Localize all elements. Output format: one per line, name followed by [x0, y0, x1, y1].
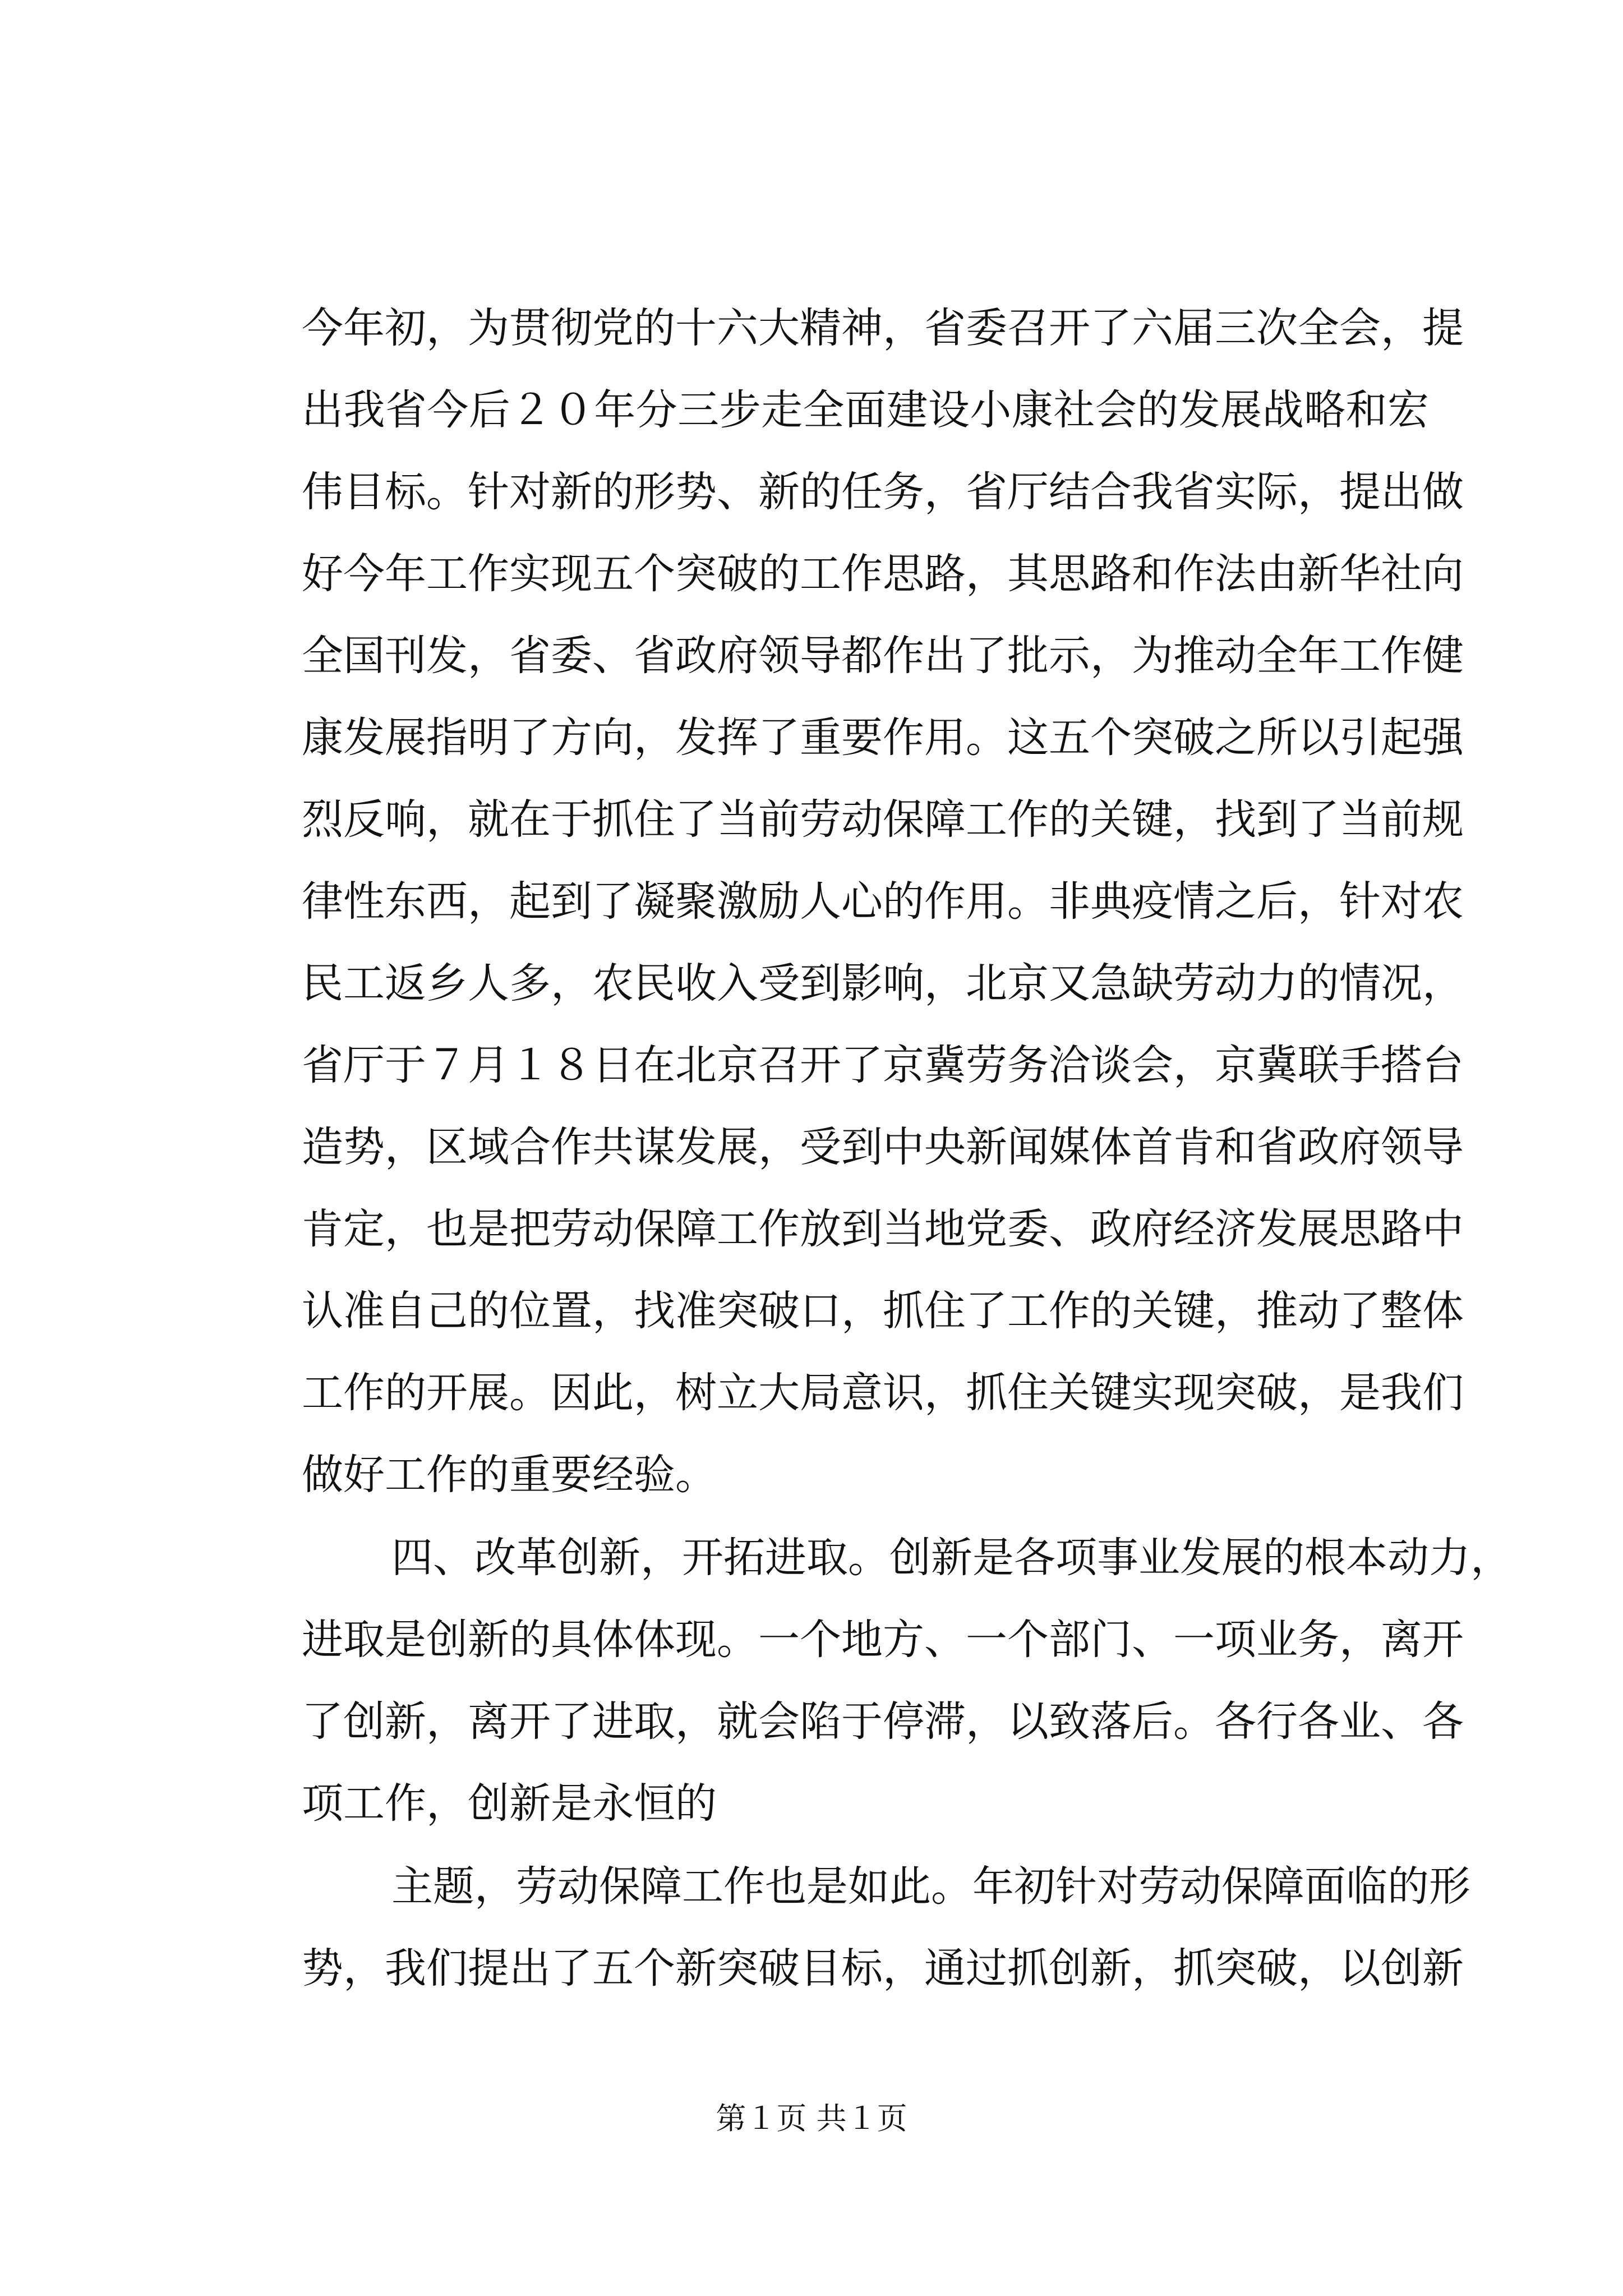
- paragraph-1-line-9: 民工返乡人多，农民收入受到影响，北京又急缺劳动力的情况，: [302, 959, 1464, 1007]
- paragraph-1-line-5: 全国刊发，省委、省政府领导都作出了批示，为推动全年工作健: [302, 632, 1464, 680]
- paragraph-1-line-12: 肯定，也是把劳动保障工作放到当地党委、政府经济发展思路中: [302, 1205, 1464, 1253]
- page-footer: 第１页 共１页: [716, 2101, 907, 2136]
- paragraph-2-line-4: 项工作，创新是永恒的: [302, 1779, 717, 1828]
- paragraph-1-line-15: 做好工作的重要经验。: [302, 1451, 717, 1499]
- paragraph-2-line-2: 进取是创新的具体体现。一个地方、一个部门、一项业务，离开: [302, 1616, 1464, 1664]
- paragraph-1-line-1: 今年初，为贯彻党的十六大精神，省委召开了六届三次全会，提: [302, 304, 1464, 352]
- paragraph-1-line-4: 好今年工作实现五个突破的工作思路，其思路和作法由新华社向: [302, 550, 1464, 598]
- paragraph-1-line-7: 烈反响，就在于抓住了当前劳动保障工作的关键，找到了当前规: [302, 795, 1464, 844]
- paragraph-1-line-6: 康发展指明了方向，发挥了重要作用。这五个突破之所以引起强: [302, 714, 1464, 762]
- paragraph-1-line-3: 伟目标。针对新的形势、新的任务，省厅结合我省实际，提出做: [302, 468, 1464, 516]
- paragraph-1-line-2: 出我省今后２０年分三步走全面建设小康社会的发展战略和宏: [302, 386, 1429, 434]
- paragraph-2-line-1: 四、改革创新，开拓进取。创新是各项事业发展的根本动力，: [391, 1534, 1512, 1582]
- paragraph-3-line-1: 主题，劳动保障工作也是如此。年初针对劳动保障面临的形: [391, 1862, 1470, 1911]
- paragraph-1-line-10: 省厅于７月１８日在北京召开了京冀劳务洽谈会，京冀联手搭台: [302, 1041, 1464, 1089]
- paragraph-1-line-8: 律性东西，起到了凝聚激励人心的作用。非典疫情之后，针对农: [302, 877, 1464, 926]
- paragraph-3-line-2: 势，我们提出了五个新突破目标，通过抓创新，抓突破，以创新: [302, 1944, 1464, 1993]
- paragraph-1-line-14: 工作的开展。因此，树立大局意识，抓住关键实现突破，是我们: [302, 1369, 1464, 1417]
- paragraph-1-line-11: 造势，区域合作共谋发展，受到中央新闻媒体首肯和省政府领导: [302, 1123, 1464, 1171]
- paragraph-2-line-3: 了创新，离开了进取，就会陷于停滞，以致落后。各行各业、各: [302, 1697, 1464, 1746]
- paragraph-1-line-13: 认准自己的位置，找准突破口，抓住了工作的关键，推动了整体: [302, 1287, 1464, 1335]
